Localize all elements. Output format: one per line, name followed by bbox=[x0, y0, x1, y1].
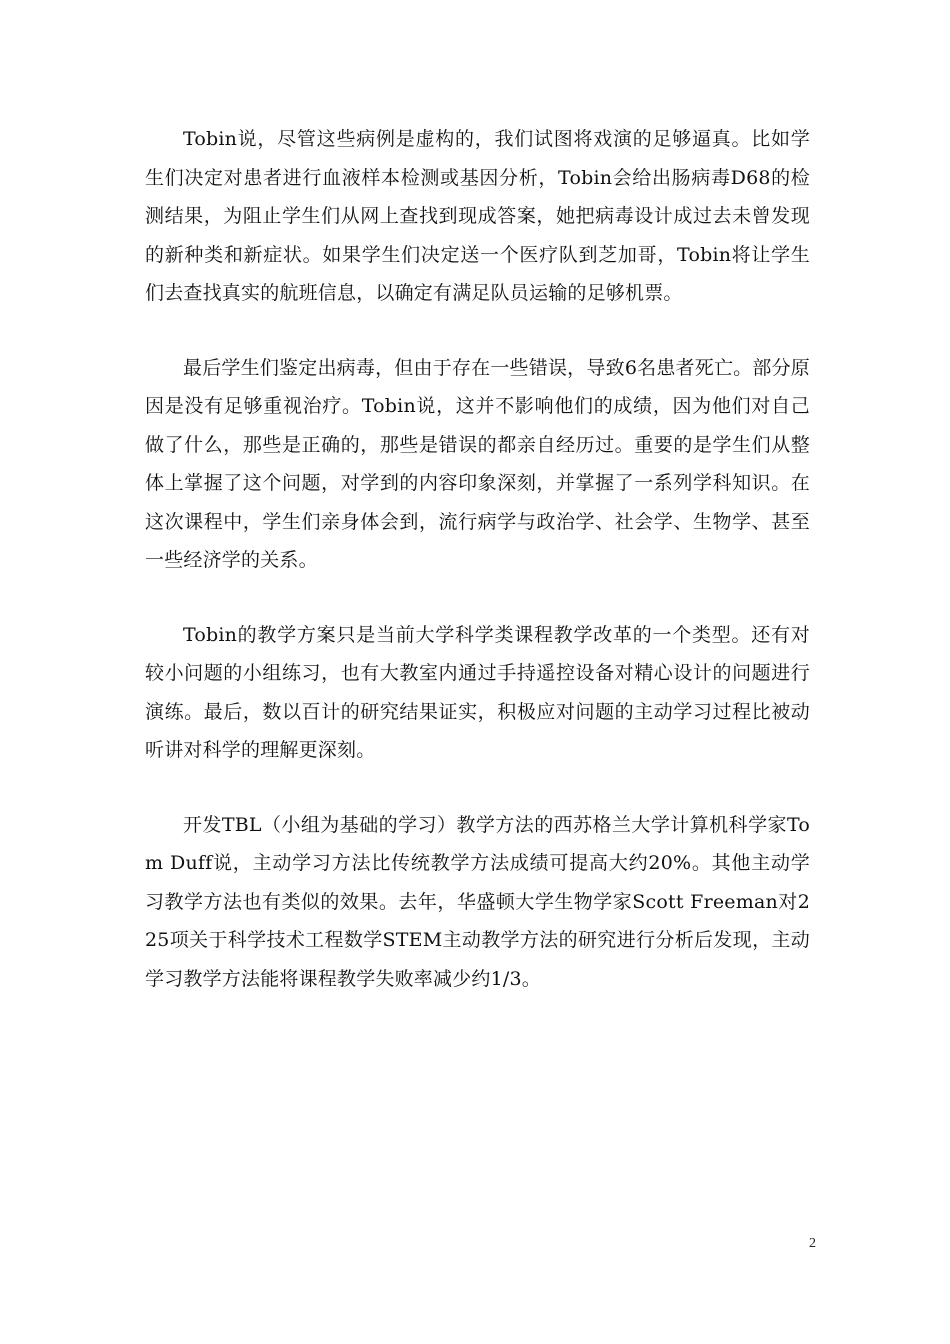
paragraph-4: 开发TBL（小组为基础的学习）教学方法的西苏格兰大学计算机科学家Tom Duff说，主动学习方法比传统教学方法成绩可提高大约20%。其他主动学习教学方法也有类似的效果。去年，华盛顿大学生物学家Scott Freeman对225项关于科学技术工程数学STEM主动教学方法的研究进行分析后发现，主动学习教学方法能将课程教学失败率减少约1/3。 bbox=[145, 813, 810, 990]
paragraph-3: Tobin的教学方案只是当前大学科学类课程教学改革的一个类型。还有对较小问题的小组练习，也有大教室内通过手持遥控设备对精心设计的问题进行演练。最后，数以百计的研究结果证实，积极应对问题的主动学习过程比被动听讲对科学的理解更深刻。 bbox=[145, 623, 810, 761]
paragraph-1: Tobin说，尽管这些病例是虚构的，我们试图将戏演的足够逼真。比如学生们决定对患者进行血液样本检测或基因分析，Tobin会给出肠病毒D68的检测结果，为阻止学生们从网上查找到现成答案，她把病毒设计成过去未曾发现的新种类和新症状。如果学生们决定送一个医疗队到芝加哥，Tobin将让学生们去查找真实的航班信息，以确定有满足队员运输的足够机票。 bbox=[145, 128, 810, 304]
document-body bbox=[145, 120, 810, 1034]
paragraph-2: 最后学生们鉴定出病毒，但由于存在一些错误，导致6名患者死亡。部分原因是没有足够重视治疗。Tobin说，这并不影响他们的成绩，因为他们对自己做了什么，那些是正确的，那些是错误的都亲自经历过。重要的是学生们从整体上掌握了这个问题，对学到的内容印象深刻，并掌握了一系列学科知识。在这次课程中，学生们亲身体会到，流行病学与政治学、社会学、生物学、甚至一些经济学的关系。 bbox=[145, 356, 810, 571]
page-number: 2 bbox=[809, 1236, 816, 1251]
